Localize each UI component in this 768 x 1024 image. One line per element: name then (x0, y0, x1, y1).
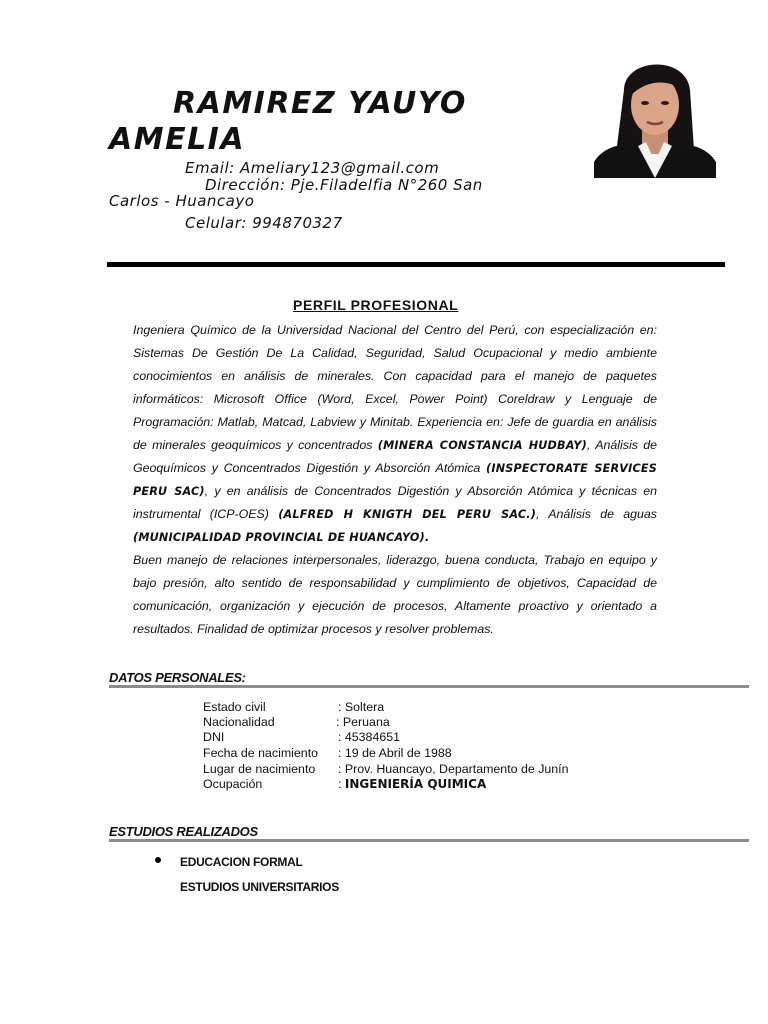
label-fecha-nacimiento: Fecha de nacimiento (203, 746, 319, 760)
value-lugar-nacimiento: : Prov. Huancayo, Departamento de Junín (338, 762, 569, 776)
profile-paragraph-1 (133, 319, 657, 549)
label-ocupacion: Ocupación (203, 777, 263, 791)
value-dni: : 45384651 (338, 730, 401, 744)
profile-paragraph-2: Buen manejo de relaciones interpersonales, liderazgo, buena conducta, Trabajo en equipo y bajo presión, alto sentido de responsabilidad y cumplimiento de objetivos, Capacidad de comunicación, organización y ejecución de procesos, Altamente proactivo y orientado a resultados. Finalidad de optimizar procesos y resolver problemas. (133, 553, 657, 636)
label-nacionalidad: Nacionalidad (203, 715, 275, 729)
profile-photo-icon (594, 50, 716, 178)
profile-photo (594, 50, 716, 178)
value-nacionalidad: : Peruana (336, 715, 390, 729)
company-inspectorate: (INSPECTORATE SERVICES PERU SAC) (133, 462, 657, 498)
header-divider (107, 262, 725, 267)
company-municipalidad: (MUNICIPALIDAD PROVINCIAL DE HUANCAYO). (133, 531, 430, 544)
profile-p1-mid2: , y en análisis de Concentrados Digestión y Absorción Atómica y técnicas en instrumental (ICP-OES) (133, 484, 658, 521)
studies-item-university: ESTUDIOS UNIVERSITARIOS (180, 880, 339, 894)
label-lugar-nacimiento: Lugar de nacimiento (203, 762, 316, 776)
profile-p1-mid3: , Análisis de aguas (536, 507, 657, 521)
studies-title: ESTUDIOS REALIZADOS (109, 824, 258, 839)
value-fecha-nacimiento: : 19 de Abril de 1988 (338, 746, 452, 760)
bullet-icon (155, 857, 161, 863)
email-text: Email: Ameliary123@gmail.com (185, 159, 440, 177)
value-estado-civil: : Soltera (338, 700, 385, 714)
label-estado-civil: Estado civil (203, 700, 266, 714)
name-line-2: AMELIA (109, 122, 246, 157)
studies-divider (109, 839, 749, 842)
value-ocupacion-text: INGENIERÍA QUIMICA (344, 777, 487, 791)
profile-title: PERFIL PROFESIONAL (293, 297, 459, 313)
address-line-2: Carlos - Huancayo (109, 192, 255, 210)
value-ocupacion-prefix: : (338, 777, 345, 791)
company-minera-constancia: (MINERA CONSTANCIA HUDBAY) (377, 439, 587, 452)
profile-p1-intro: Ingeniera Químico de la Universidad Nacional del Centro del Perú, con especialización en: Sistemas De Gestión De La Calidad, Seguridad, Salud Ocupacional y medio ambiente conocimientos en análisis de minerales. Con capacidad para el manejo de paquetes informáticos: Microsoft Office (Word, Excel, Power Point) Coreldraw y Lenguaje de Programación: Matlab, Matcad, Labview y Minitab. Experiencia en: Jefe de guardia en análisis de minerales geoquímicos y concentrados (133, 323, 657, 452)
studies-item-formal: EDUCACION FORMAL (180, 855, 303, 869)
profile-p1-mid1: , Análisis de Geoquímicos y Concentrados Digestión y Absorción Atómica (133, 438, 657, 475)
personal-data-title: DATOS PERSONALES: (109, 670, 246, 685)
profile-text (133, 319, 657, 641)
value-ocupacion (338, 777, 486, 792)
label-dni: DNI (203, 730, 225, 744)
address-line-1: Dirección: Pje.Filadelfia N°260 San (205, 176, 483, 194)
phone-text: Celular: 994870327 (185, 214, 343, 232)
company-alfred-knight: (ALFRED H KNIGTH DEL PERU SAC.) (278, 508, 537, 521)
personal-data-divider (109, 685, 749, 688)
name-line-1: RAMIREZ YAUYO (173, 86, 467, 121)
